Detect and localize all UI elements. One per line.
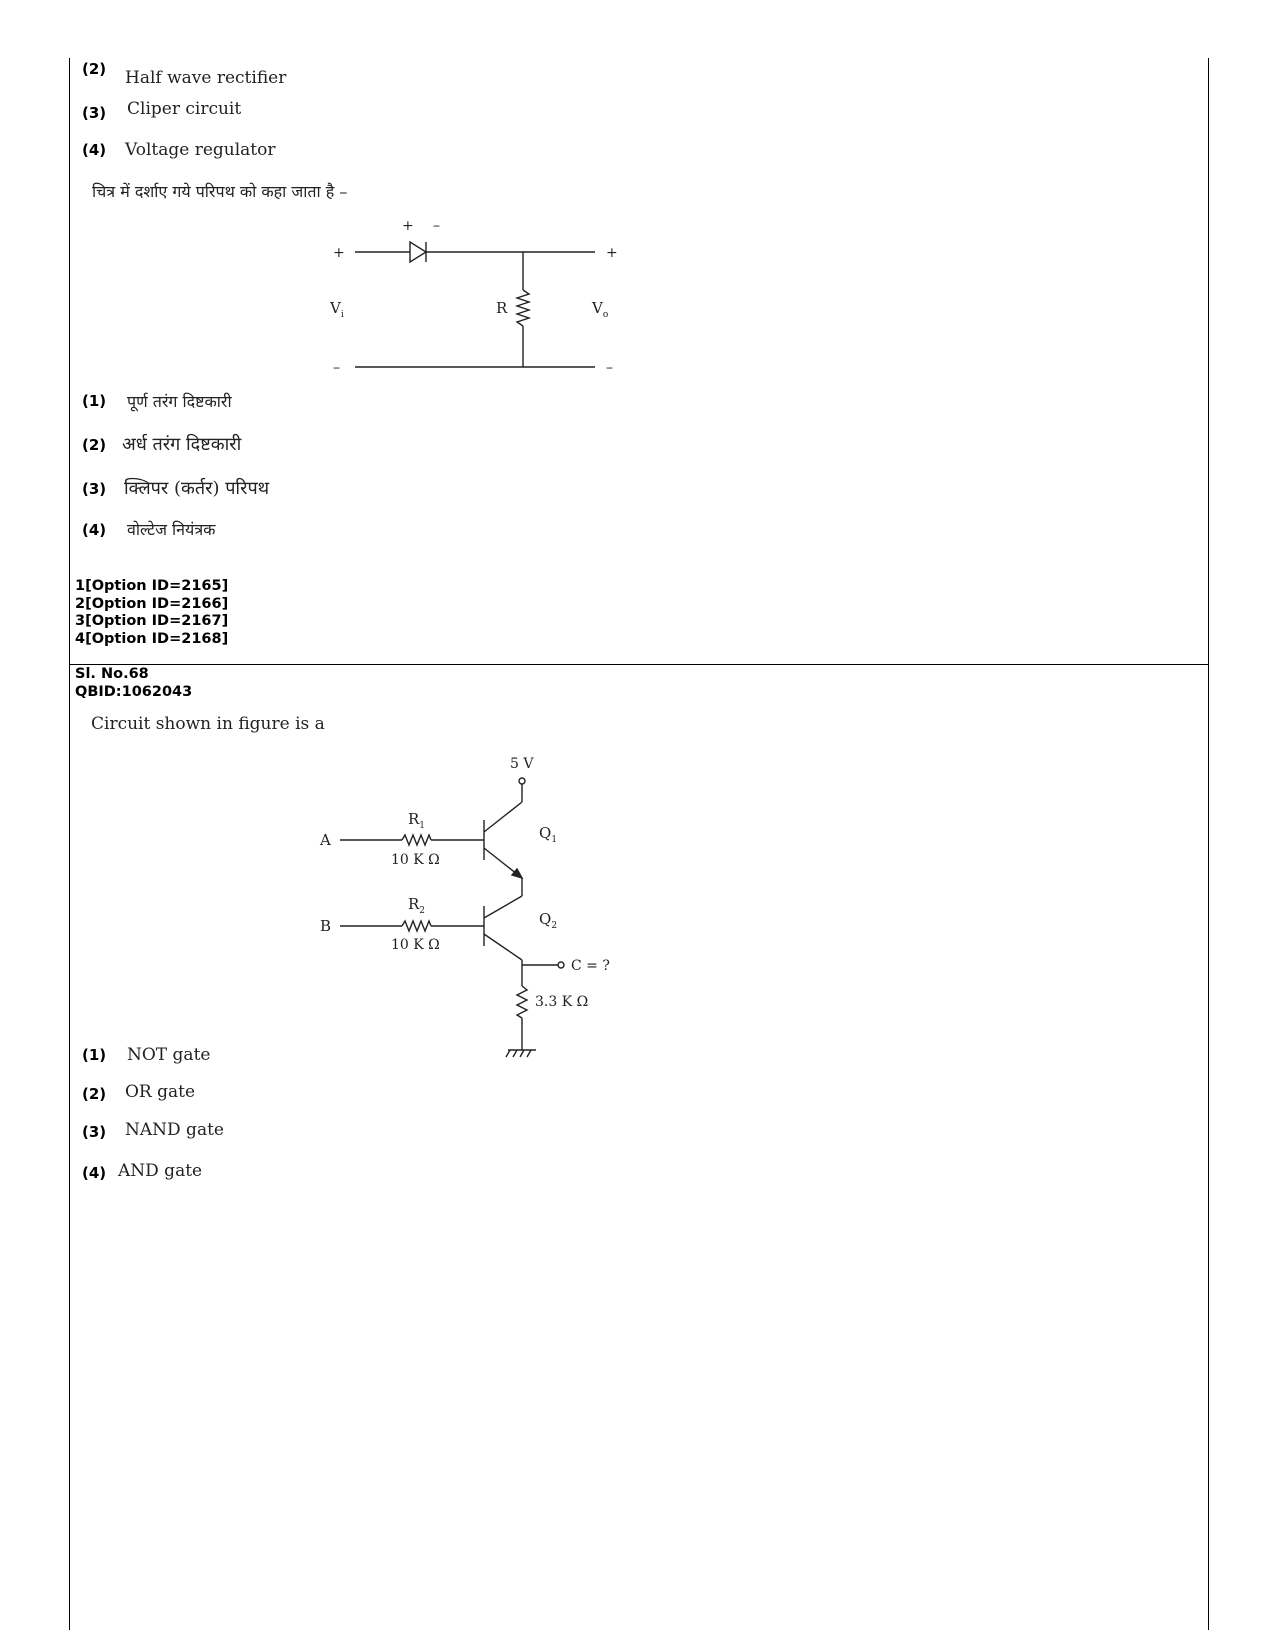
option-text: NOT gate [127,1045,211,1065]
input-a-label: A [320,831,331,849]
option-number: (3) [82,104,107,122]
option-number: (4) [82,141,107,159]
option-number: (2) [82,60,107,78]
option-text-hindi: क्लिपर (कर्तर) परिपथ [124,478,270,499]
r1-label: $R_1$ [408,810,426,831]
input-voltage-label: $V_i$ [330,299,344,320]
serial-number: Sl. No.68 [75,666,149,682]
option-text-hindi: अर्ध तरंग दिष्टकारी [122,434,242,455]
resistor-label: R [496,299,508,317]
option-text: AND gate [118,1161,203,1181]
option-id: 2[Option ID=2166] [75,595,229,612]
question-bank-id: QBID:1062043 [75,683,193,700]
option-text-hindi: वोल्टेज नियंत्रक [127,520,216,539]
output-voltage-label: $V_o$ [592,299,609,320]
output-label: C = ? [571,958,610,974]
option-id-list [75,578,228,648]
diode-circuit-figure [330,218,630,378]
option-number: (4) [82,521,107,539]
option-number: (3) [82,480,107,498]
option-text: Half wave rectifier [125,68,287,88]
r1-value: 10 K Ω [391,852,440,868]
option-number: (3) [82,1123,107,1141]
input-b-label: B [320,917,332,935]
option-text: Voltage regulator [125,140,276,160]
option-id: 1[Option ID=2165] [75,578,229,594]
option-text: NAND gate [125,1120,224,1140]
q1-label: $Q_1$ [539,824,558,845]
page-border-right [1208,58,1209,1630]
option-text-hindi: पूर्ण तरंग दिष्टकारी [127,392,232,411]
option-text: Cliper circuit [127,99,242,119]
input-plus-label: + [333,245,345,261]
question-text: Circuit shown in figure is a [91,714,325,734]
option-id: 3[Option ID=2167] [75,613,229,629]
input-minus-label: – [333,360,340,376]
output-minus-label: – [606,360,613,376]
option-number: (2) [82,436,107,454]
r2-label: $R_2$ [408,895,426,916]
option-number: (4) [82,1164,107,1182]
option-number: (1) [82,392,107,410]
q2-label: $Q_2$ [539,910,558,931]
option-text: OR gate [125,1082,196,1102]
emitter-resistor-value: 3.3 K Ω [535,994,589,1010]
option-number: (1) [82,1046,107,1064]
option-number: (2) [82,1085,107,1103]
r2-value: 10 K Ω [391,937,440,953]
question-text-hindi: चित्र में दर्शाए गये परिपथ को कहा जाता है – [92,182,348,201]
transistor-circuit-figure [320,750,620,1060]
diode-minus-label: – [433,218,440,234]
output-plus-label: + [606,245,618,261]
page-border-left [69,58,70,1630]
question-divider [69,664,1209,665]
supply-voltage-label: 5 V [510,756,534,772]
question-header [75,666,192,701]
option-id: 4[Option ID=2168] [75,630,229,647]
diode-plus-label: + [402,218,414,234]
